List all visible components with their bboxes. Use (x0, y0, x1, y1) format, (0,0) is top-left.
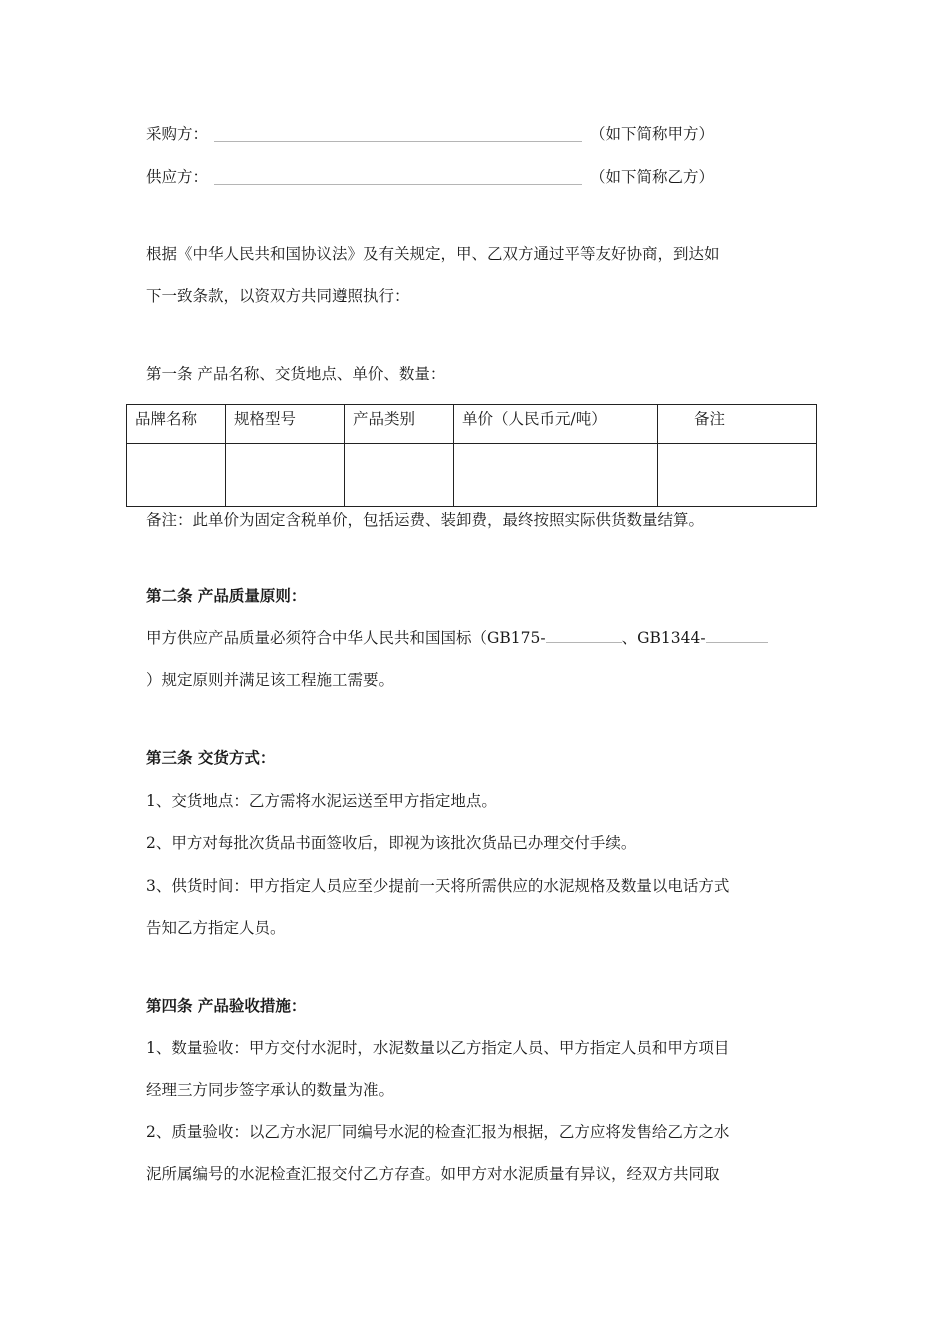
article2-line-2: ）规定原则并满足该工程施工需要。 (146, 671, 395, 689)
intro-line-2: 下一致条款，以资双方共同遵照执行： (146, 287, 410, 305)
header-remarks: 备注 (658, 405, 817, 444)
article4-item-1-line-2: 经理三方同步签字承认的数量为准。 (146, 1081, 395, 1099)
cell-spec-model[interactable] (226, 444, 345, 507)
article2-line-1-b: 、GB1344- (621, 629, 706, 647)
article2-line-1-a: 甲方供应产品质量必须符合中华人民共和国国标（GB175- (146, 629, 546, 647)
supplier-note: （如下简称乙方） (590, 168, 715, 186)
gb175-blank-field[interactable] (546, 628, 622, 643)
header-product-category: 产品类别 (345, 405, 454, 444)
article2-line-1 (146, 626, 768, 648)
cell-remarks[interactable] (658, 444, 817, 507)
buyer-note: （如下简称甲方） (590, 125, 715, 143)
article3-item-3-line-1: 3、供货时间：甲方指定人员应至少提前一天将所需供应的水泥规格及数量以电话方式 (146, 877, 730, 895)
article1-title: 第一条 产品名称、交货地点、单价、数量： (146, 365, 446, 383)
supplier-blank-field[interactable] (214, 184, 582, 185)
article4-item-1-line-1: 1、数量验收：甲方交付水泥时，水泥数量以乙方指定人员、甲方指定人员和甲方项目 (146, 1039, 730, 1057)
cell-product-category[interactable] (345, 444, 454, 507)
header-spec-model: 规格型号 (226, 405, 345, 444)
gb1344-blank-field[interactable] (706, 628, 768, 643)
supplier-label: 供应方： (146, 168, 209, 186)
product-table (126, 404, 817, 507)
article1-note: 备注：此单价为固定含税单价，包括运费、装卸费，最终按照实际供货数量结算。 (146, 511, 705, 529)
buyer-blank-field[interactable] (214, 141, 582, 142)
product-table-header-row (127, 405, 817, 444)
table-row (127, 444, 817, 507)
article3-item-3-line-2: 告知乙方指定人员。 (146, 919, 286, 937)
header-brand-name: 品牌名称 (127, 405, 226, 444)
article3-title: 第三条 交货方式： (146, 748, 276, 767)
cell-unit-price[interactable] (454, 444, 658, 507)
article3-item-2: 2、甲方对每批次货品书面签收后，即视为该批次货品已办理交付手续。 (146, 834, 637, 852)
article2-title: 第二条 产品质量原则： (146, 586, 307, 605)
cell-brand-name[interactable] (127, 444, 226, 507)
article3-item-1: 1、交货地点：乙方需将水泥运送至甲方指定地点。 (146, 792, 497, 810)
article4-item-2-line-1: 2、质量验收：以乙方水泥厂同编号水泥的检查汇报为根据，乙方应将发售给乙方之水 (146, 1123, 730, 1141)
article4-title: 第四条 产品验收措施： (146, 996, 307, 1015)
header-unit-price: 单价（人民币元/吨） (454, 405, 658, 444)
article4-item-2-line-2: 泥所属编号的水泥检查汇报交付乙方存查。如甲方对水泥质量有异议，经双方共同取 (146, 1165, 720, 1183)
buyer-label: 采购方： (146, 125, 209, 143)
intro-line-1: 根据《中华人民共和国协议法》及有关规定，甲、乙双方通过平等友好协商，到达如 (146, 245, 720, 263)
